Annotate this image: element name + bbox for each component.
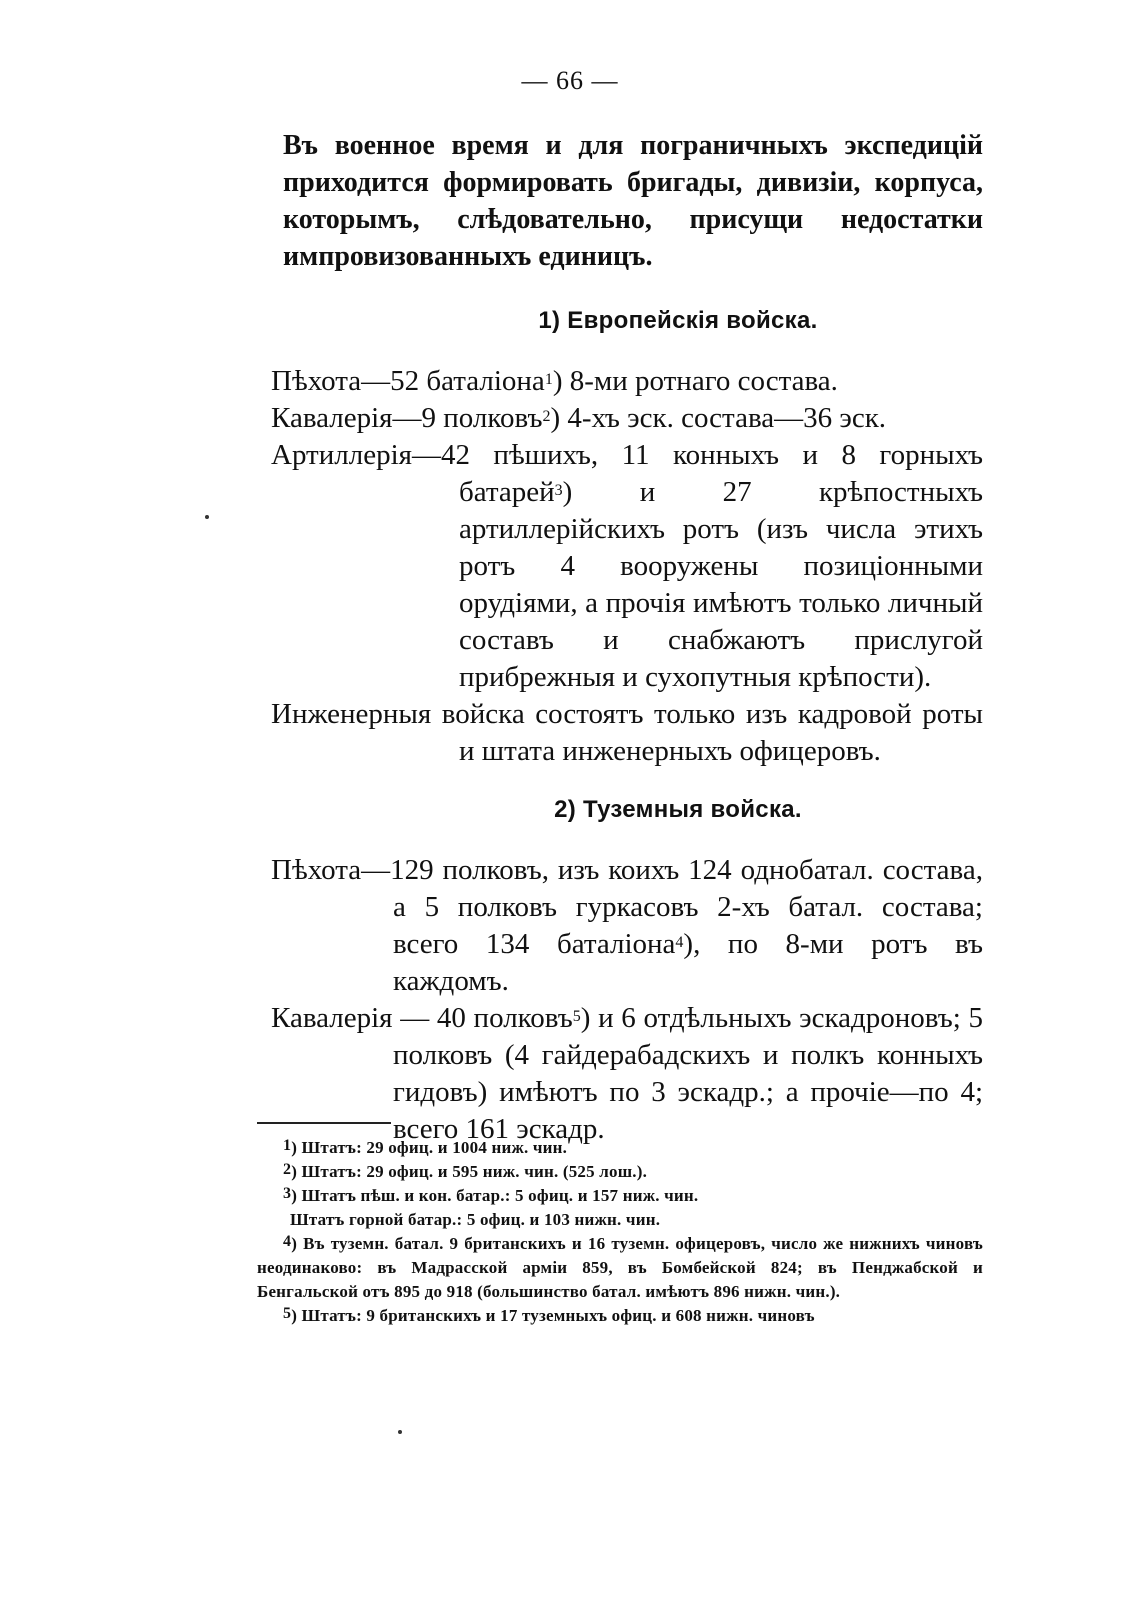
entry-engineers-european: Инженерныя войска состоятъ только изъ кадровой роты и штата инженерныхъ офицеровъ. <box>271 698 983 767</box>
native-troops-list <box>271 852 983 1148</box>
footnote-separator <box>257 1122 391 1124</box>
footnote-4: $^4$) Въ туземн. батал. 9 британскихъ и 16 туземн. офицеровъ, число же нижнихъ чиновъ неодинаково: въ Мадрасской арміи 859, въ Бомбейской 824; въ Пенджабской и Бенгальской отъ 895 до 918 (большинство батал. имѣютъ 896 нижн. чин.). <box>257 1233 984 1301</box>
european-troops-list <box>271 363 983 770</box>
entry-infantry-european: Пѣхота—52 баталіона$^1$) 8-ми ротнаго состава. <box>271 365 838 397</box>
entry-cavalry-european: Кавалерія—9 полковъ$^2$) 4-хъ эск. состава—36 эск. <box>271 402 887 434</box>
footnote-1: $^1$) Штатъ: 29 офиц. и 1004 ниж. чин. <box>283 1137 568 1157</box>
entry-artillery-european: Артиллерія—42 пѣшихъ, 11 конныхъ и 8 горныхъ батарей$^3$) и 27 крѣпостныхъ артиллерійскихъ ротъ (изъ числа этихъ ротъ 4 вооружены позиціонными орудіями, а прочія имѣютъ только личный составъ и снабжаютъ прислугой прибрежныя и сухопутныя крѣпости). <box>271 439 983 693</box>
footnote-5: $^5$) Штатъ: 9 британскихъ и 17 туземныхъ офиц. и 608 нижн. чиновъ <box>283 1305 815 1325</box>
entry-infantry-native: Пѣхота—129 полковъ, изъ коихъ 124 однобатал. состава, а 5 полковъ гуркасовъ 2-хъ батал. состава; всего 134 баталіона$^4$), по 8-ми ротъ въ каждомъ. <box>271 854 983 997</box>
page-number: — 66 — <box>521 66 619 95</box>
footnote-ref-1: 1 <box>544 371 553 388</box>
entry-cavalry-native: Кавалерія — 40 полковъ$^5$) и 6 отдѣльныхъ эскадроновъ; 5 полковъ (4 гайдерабадскихъ и полкъ конныхъ гидовъ) имѣютъ по 3 эскадр.; а прочіе—по 4; всего 161 эскадр. <box>271 1002 983 1145</box>
scan-speck <box>398 1430 402 1434</box>
scan-speck <box>205 515 209 519</box>
footnote-ref-4: 4 <box>675 934 684 951</box>
section-heading-native: 2) Туземныя войска. <box>554 796 802 823</box>
footnote-ref-5: 5 <box>572 1008 581 1025</box>
intro-paragraph: Въ военное время и для пограничныхъ экспедицій приходится формировать бригады, дивизіи, корпуса, которымъ, слѣдовательно, присущи недостатки импровизованныхъ единицъ. <box>283 130 983 272</box>
footnote-3-continued: Штатъ горной батар.: 5 офиц. и 103 нижн. чин. <box>290 1210 661 1229</box>
main-text <box>271 127 983 1148</box>
footnote-ref-2: 2 <box>542 408 551 425</box>
footnotes <box>257 1136 983 1328</box>
footnote-ref-3: 3 <box>554 482 563 499</box>
footnote-2: $^2$) Штатъ: 29 офиц. и 595 ниж. чин. (525 лош.). <box>283 1161 648 1181</box>
section-heading-european: 1) Европейскія войска. <box>538 307 818 334</box>
footnote-3: $^3$) Штатъ пѣш. и кон. батар.: 5 офиц. и 157 ниж. чин. <box>283 1185 699 1205</box>
